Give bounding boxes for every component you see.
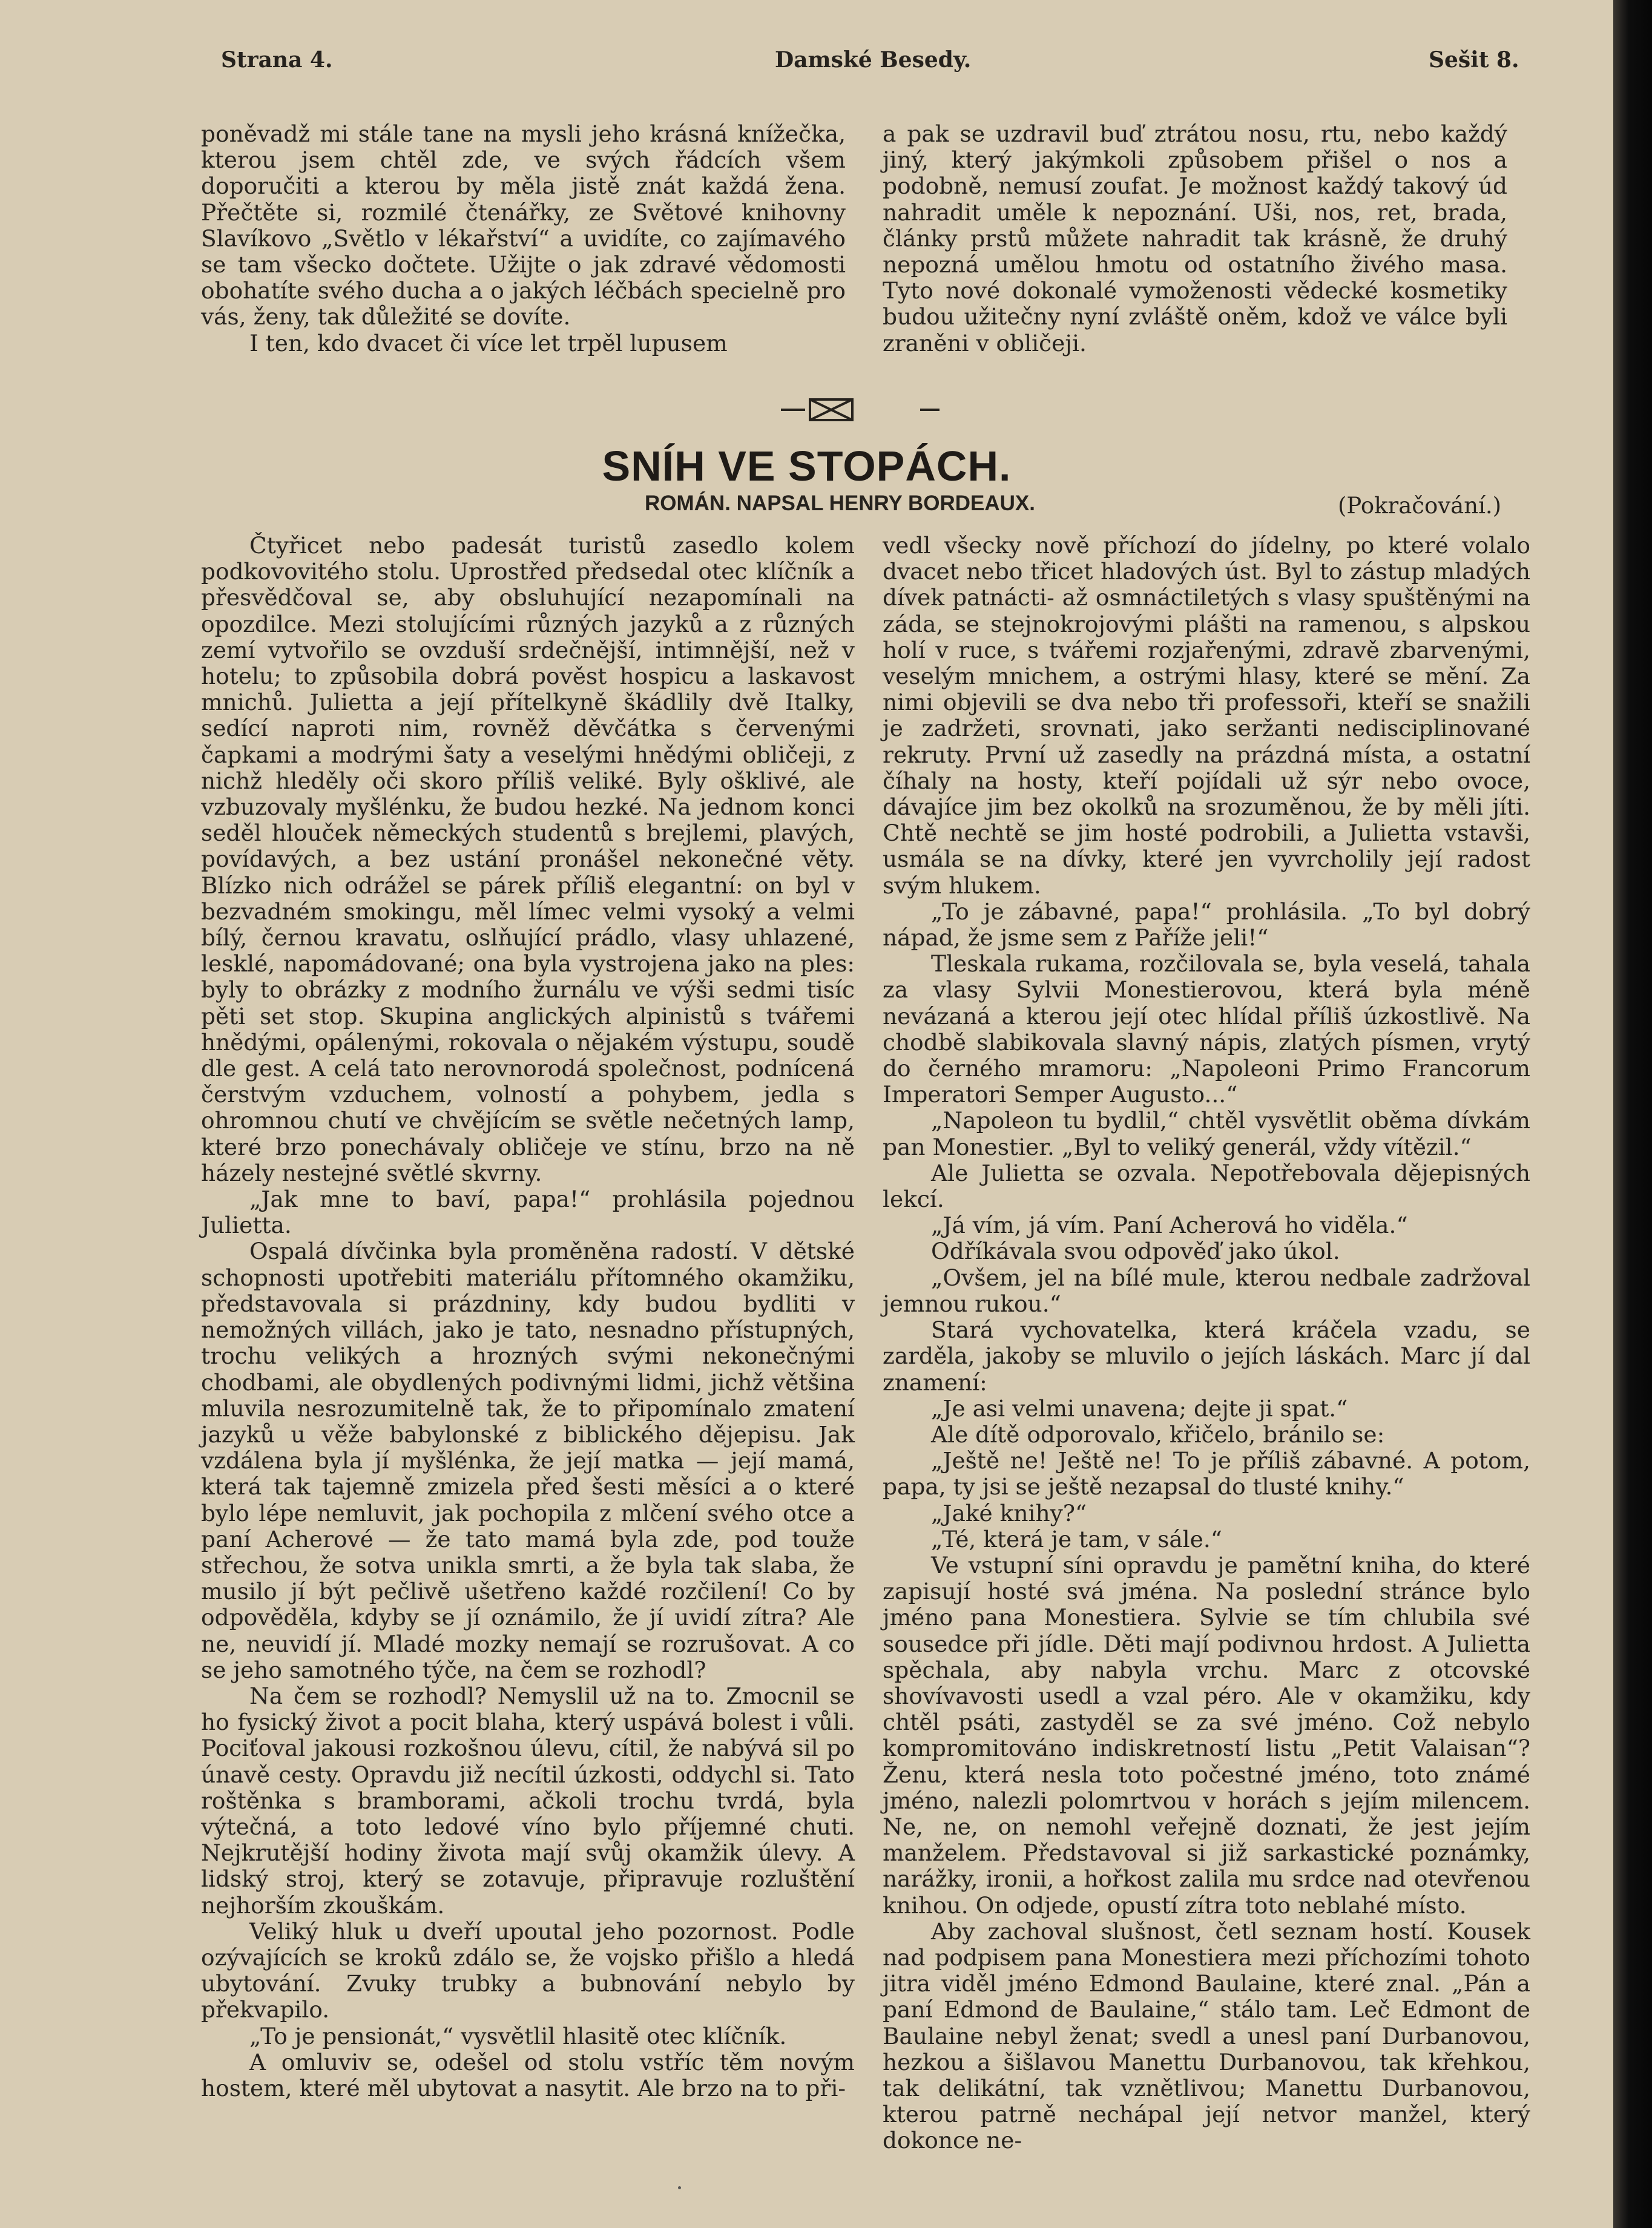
paragraph: Ve vstupní síni opravdu je pamětní kniha, do které zapisují hosté svá jména. Na poslední stránce bylo jméno pana Monestiera. Sylvie se tím chlubila své sousedce při jídle. Děti mají podivnou hrdost. A Julietta spěchala, aby nabyla vrchu. Marc z otcovské shovívavosti usedl a vzal péro. Ale v okamžiku, kdy chtěl psáti, zastyděl se za své jméno. Což nebylo kompromitováno indiskretností listu „Petit Valaisan“? Ženu, která nesla toto počestné jméno, toto známé jméno, nalezli polomrtvou v horách s jejím milencem. Ne, ne, on nemohl veřejně doznati, že jest jejím manželem. Představoval si již sarkastické poznámky, narážky, ironii, a hořkost zalila mu srdce nad otevřenou knihou. On odjede, opustí zítra toto neblahé místo. [883, 1551, 1530, 1919]
paragraph: Veliký hluk u dveří upoutal jeho pozornost. Podle ozývajících se kroků zdálo se, že vojsko přišlo a hledá ubytování. Zvuky trubky a bubnování nebylo by překvapilo. [201, 1917, 855, 2023]
paragraph: Aby zachoval slušnost, četl seznam hostí. Kousek nad podpisem pana Monestiera mezi příchozími tohoto jitra viděl jméno Edmond Baulaine, které znal. „Pán a paní Edmond de Baulaine,“ stálo tam. Leč Edmont de Baulaine nebyl ženat; svedl a unesl paní Durbanovou, hezkou a šišlavou Manettu Durbanovou, tak křehkou, tak delikátní, tak vznětlivou; Manettu Durbanovou, kterou patrně nechápal její netvor manžel, který dokonce ne- [883, 1917, 1530, 2154]
article-right-column [883, 533, 1530, 2154]
paragraph: „To je zábavné, papa!“ prohlásila. „To byl dobrý nápad, že jsme sem z Paříže jeli!“ [883, 898, 1530, 951]
paragraph: Ale dítě odporovalo, křičelo, bránilo se: [931, 1421, 1385, 1448]
paragraph: Tleskala rukama, rozčilovala se, byla veselá, tahala za vlasy Sylvii Monestierovou, která byla méně nevázaná a kterou její otec hlídal příliš úzkostlivě. Na chodbě slabikovala slavný nápis, zlatých písmen, vrytý do černého mramoru: „Napoleoni Primo Francorum Imperatori Semper Augusto...“ [883, 950, 1530, 1108]
top-article-right-column [883, 121, 1507, 357]
article-left-column [201, 533, 855, 2101]
print-speck [678, 2186, 681, 2189]
book-edge [1613, 0, 1652, 2228]
paragraph: „Ovšem, jel na bílé mule, kterou nedbale zadržoval jemnou rukou.“ [883, 1264, 1530, 1317]
paragraph: „Té, která je tam, v sále.“ [931, 1525, 1222, 1553]
article-subtitle: ROMÁN. NAPSAL HENRY BORDEAUX. [645, 491, 1035, 515]
top-article-left-column [201, 121, 846, 357]
magazine-title: Damské Besedy. [775, 47, 972, 73]
paragraph: Ospalá dívčinka byla proměněna radostí. V dětské schopnosti upotřebiti materiálu přítomného okamžiku, představovala si prázdniny, kdy budou bydliti v nemožných villách, jako je tato, nesnadno přístupných, trochu velikých a hrozných svými nekonečnými chodbami, ale obydlených podivnými lidmi, jichž většina mluvila nesrozumitelně tak, že to připomínalo zmatení jazyků u věže babylonské z biblického dějepisu. Jak vzdálena byla jí myšlénka, že její matka — její mamá, která tak tajemně zmizela před šesti měsíci a o které bylo lépe nemluvit, jak pochopila z mlčení svého otce a paní Acherové — že tato mamá byla zde, pod touže střechou, že sotva unikla smrti, a že byla tak slaba, že musilo jí být pečlivě ušetřeno každé rozčilení! Co by odpověděla, kdyby se jí oznámilo, že jí uvidí zítra? Ale ne, neuvidí jí. Mladé mozky nemají se rozrušovat. A co se jeho samotného týče, na čem se rozhodl? [201, 1238, 855, 1683]
paragraph: vedl všecky nově příchozí do jídelny, po které volalo dvacet nebo třicet hladových úst. Byl to zástup mladých dívek patnácti- až osmnáctiletých s vlasy spuštěnými na záda, se stejnokrojovými plášti na ramenou, s alpskou holí v ruce, s tvářemi rozjařenými, zdravě zbarvenými, veselým mnichem, a ostrými hlasy, které se mění. Za nimi objevili se dva nebo tři professoři, kteří se snažili je zadržeti, srovnati, jako seržanti nedisciplinované rekruty. První už zasedly na prázdná místa, a ostatní číhaly na hosty, kteří pojídali už sýr nebo ovoce, dávajíce jim bez okolků na srozuměnou, že by měli jíti. Chtě nechtě se jim hosté podrobili, a Julietta vstavši, usmála se na dívky, které jen vyvrcholily její radost svým hlukem. [883, 532, 1530, 899]
paragraph: Ale Julietta se ozvala. Nepotřebovala dějepisných lekcí. [883, 1159, 1530, 1213]
page-number: Strana 4. [221, 47, 333, 73]
paragraph: „Jak mne to baví, papa!“ prohlásila pojednou Julietta. [201, 1186, 855, 1239]
paragraph: poněvadž mi stále tane na mysli jeho krásná knížečka, kterou jsem chtěl zde, ve svých řádcích všem doporučiti a kterou by měla jistě znát každá žena. Přečtěte si, rozmilé čtenářky, ze Světové knihovny Slavíkovo „Světlo v lékařství“ a uvidíte, co zajímavého se tam všecko dočtete. Užijte o jak zdravé vědomosti obohatíte svého ducha a o jakých léčbách specielně pro vás, ženy, tak důležité se dovíte. [201, 120, 846, 330]
paragraph: Čtyřicet nebo padesát turistů zasedlo kolem podkovovitého stolu. Uprostřed předsedal otec klíčník a přesvědčoval se, aby obsluhující nezapomínali na opozdilce. Mezi stolujícími různých jazyků a z různých zemí vytvořilo se ovzduší srdečnější, intimnější, než v hotelu; to způsobila dobrá pověst hospicu a laskavost mnichů. Julietta a její přítelkyně škádlily dvě Italky, sedící naproti nim, rovněž děvčátka s červenými čapkami a modrými šaty a veselými hnědými obličeji, z nichž hleděly oči skoro příliš veliké. Byly ošklivé, ale vzbuzovaly myšlénku, že budou hezké. Na jednom konci seděl hlouček německých studentů s brejlemi, plavých, povídavých, a bez ustání pronášel nekonečné věty. Blízko nich odrážel se párek příliš elegantní: on byl v bezvadném smokingu, měl límec velmi vysoký a velmi bílý, černou kravatu, oslňující prádlo, vlasy uhlazené, lesklé, napomádované; ona byla vystrojena jako na ples: byly to obrázky z modního žurnálu ve výši sedmi tisíc pěti set stop. Skupina anglických alpinistů s tvářemi hnědými, opálenými, rokovala o nějakém výstupu, soudě dle gest. A celá tato nerovnorodá společnost, podnícená čerstvým vzduchem, volností a pohybem, jedla s ohromnou chutí ve chvějícím se světle nečetných lamp, které brzo ponechávaly obličeje ve stínu, brzo na ně házely nestejné světlé skvrny. [201, 532, 855, 1186]
paragraph: Stará vychovatelka, která kráčela vzadu, se zarděla, jakoby se mluvilo o jejích láskách. Marc jí dal znamení: [883, 1316, 1530, 1396]
running-head [0, 47, 1613, 84]
paragraph: „Ještě ne! Ještě ne! To je příliš zábavné. A potom, papa, ty jsi se ještě nezapsal do tlusté knihy.“ [883, 1447, 1530, 1500]
paragraph: Odříkávala svou odpověď jako úkol. [931, 1238, 1340, 1265]
continuation-note: (Pokračování.) [1338, 493, 1502, 519]
issue-number: Sešit 8. [1429, 47, 1519, 73]
paragraph: „Já vím, já vím. Paní Acherová ho viděla.“ [931, 1212, 1408, 1239]
paragraph: „Jaké knihy?“ [931, 1499, 1087, 1526]
paragraph: „Je asi velmi unavena; dejte ji spat.“ [931, 1395, 1348, 1422]
ornament-divider [781, 395, 944, 425]
paragraph: I ten, kdo dvacet či více let trpěl lupusem [249, 329, 728, 357]
paragraph: A omluviv se, odešel od stolu vstříc těm novým hostem, které měl ubytovat a nasytit. Ale brzo na to při- [201, 2048, 855, 2101]
paragraph: „To je pensionát,“ vysvětlil hlasitě otec klíčník. [249, 2022, 787, 2049]
paragraph: a pak se uzdravil buď ztrátou nosu, rtu, nebo každý jiný, který jakýmkoli způsobem přišel o nos a podobně, nemusí zoufat. Je možnost každý takový úd nahradit uměle k nepoznání. Uši, nos, ret, brada, články prstů můžete nahradit tak krásně, že druhý nepozná umělou hmotu od ostatního živého masa. Tyto nové dokonalé vymoženosti vědecké kosmetiky budou užitečny nyní zvláště oněm, kdož ve válce byli zraněni v obličeji. [883, 120, 1507, 357]
paragraph: Na čem se rozhodl? Nemyslil už na to. Zmocnil se ho fysický život a pocit blaha, který uspává bolest i vůli. Pociťoval jakousi rozkošnou úlevu, cítil, že nabývá sil po únavě cesty. Opravdu již necítil úzkosti, oddychl si. Tato roštěnka s bramborami, ačkoli trochu tvrdá, byla výtečná, a toto ledové víno bylo příjemné chuti. Nejkrutější hodiny života mají svůj okamžik úlevy. A lidský stroj, který se zotavuje, připravuje rozluštění nejhorším zkouškám. [201, 1682, 855, 1919]
article-title: SNÍH VE STOPÁCH. [602, 442, 1012, 490]
paragraph: „Napoleon tu bydlil,“ chtěl vysvětlit oběma dívkám pan Monestier. „Byl to veliký generál, vždy vítězil.“ [883, 1107, 1530, 1160]
